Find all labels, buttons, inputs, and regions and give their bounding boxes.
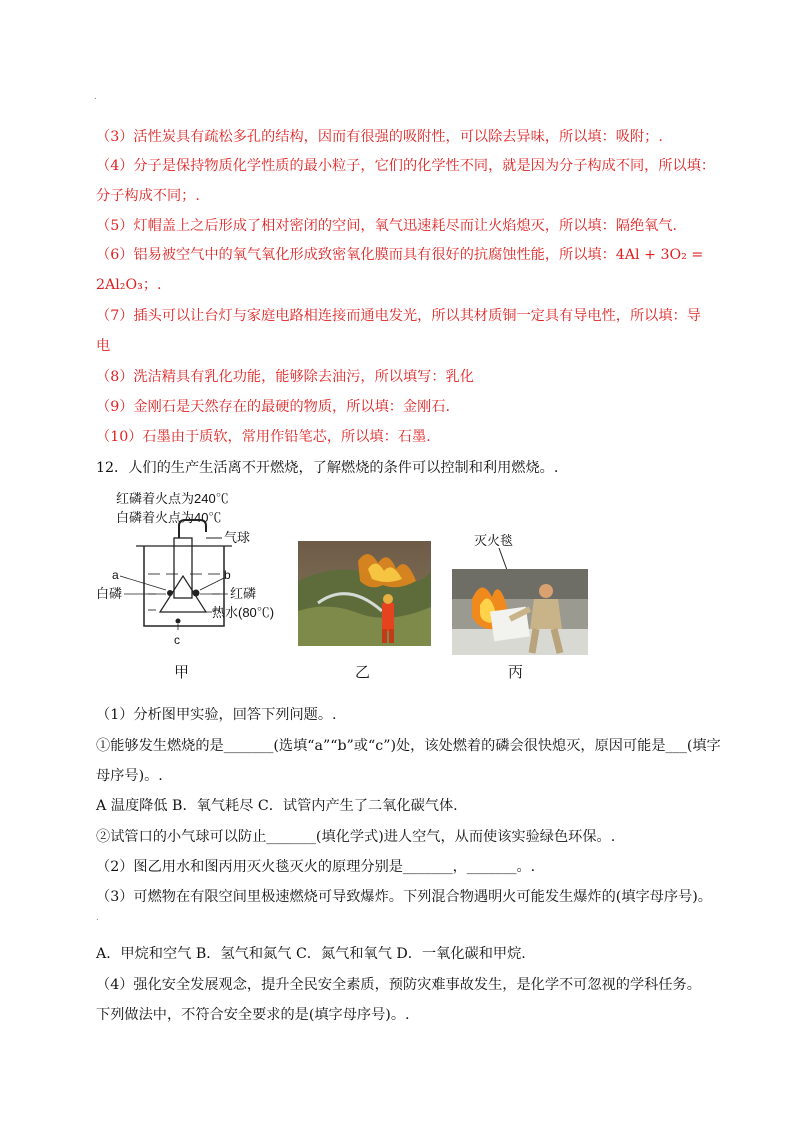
question-line: 母序号)。. [96, 768, 163, 784]
answer-line: 电 [96, 338, 111, 354]
question-line: （2）图乙用水和图丙用灭火毯灭火的原理分别是_______，_______。. [96, 859, 536, 875]
figure-bing-photo [452, 569, 588, 655]
answer-line: （3）活性炭具有疏松多孔的结构，因而有很强的吸附性，可以除去异味，所以填：吸附；. [96, 129, 663, 145]
white-p-ignition-note: 白磷着火点为40℃ [116, 510, 222, 525]
question-intro: 12．人们的生产生活离不开燃烧，了解燃烧的条件可以控制和利用燃烧。. [96, 460, 559, 476]
question-line: 下列做法中，不符合安全要求的是(填字母序号)。. [96, 1007, 410, 1023]
top-mark: . [94, 92, 97, 102]
hot-water-label: 热水(80℃) [212, 605, 275, 620]
answer-line: 2Al₂O₃；. [96, 277, 162, 293]
red-p-dot-b [193, 590, 200, 597]
answer-line: 分子构成不同；. [96, 188, 200, 204]
answer-line: （6）铝易被空气中的氧气氧化形成致密氧化膜而具有很好的抗腐蚀性能，所以填：4Al + 3O₂ = [96, 247, 704, 263]
answer-line: （9）金刚石是天然存在的最硬的物质，所以填：金刚石. [96, 399, 451, 415]
answer-line: （10）石墨由于质软，常用作铅笔芯，所以填：石墨. [96, 429, 431, 445]
label-b: b [224, 568, 231, 582]
question-line: ①能够发生燃烧的是_______(选填“a”“b”或“c”)处，该处燃着的磷会很快熄灭，原因可能是___(填字 [96, 738, 721, 754]
test-tube [174, 538, 192, 598]
fire-blanket-label: 灭火毯 [474, 534, 514, 549]
figure-yi-photo [298, 541, 431, 646]
white-p-dot-c [176, 619, 181, 624]
answer-line: （7）插头可以让台灯与家庭电路相连接而通电发光，所以其材质铜一定具有导电性，所以填：导 [96, 308, 701, 324]
water-surface [148, 574, 220, 610]
red-p-ignition-note: 红磷着火点为240℃ [116, 491, 229, 506]
question-mark: . [96, 913, 99, 923]
question-line: （1）分析图甲实验，回答下列问题。. [96, 707, 337, 723]
caption-yi: 乙 [355, 663, 371, 681]
question-line: （3）可燃物在有限空间里极速燃烧可导致爆炸。下列混合物遇明火可能发生爆炸的(填字母序号)。 [96, 889, 712, 905]
caption-bing: 丙 [508, 663, 524, 681]
figure-jia-diagram [96, 486, 286, 647]
answer-line: （4）分子是保持物质化学性质的最小粒子，它们的化学性不同，就是因为分子构成不同，所以填： [96, 158, 716, 174]
label-a: a [112, 568, 119, 582]
question-options: A．甲烷和空气 B．氢气和氮气 C．氮气和氧气 D．一氧化碳和甲烷. [96, 946, 526, 962]
red-p-label: 红磷 [230, 586, 257, 601]
white-p-label: 白磷 [96, 586, 123, 601]
question-line: ②试管口的小气球可以防止_______(填化学式)进人空气，从而使该实验绿色环保。. [96, 829, 616, 845]
question-line: （4）强化安全发展观念，提升全民安全素质，预防灾难事故发生，是化学不可忽视的学科任务。 [96, 977, 701, 993]
answer-line: （5）灯帽盖上之后形成了相对密闭的空间，氧气迅速耗尽而让火焰熄灭，所以填：隔绝氧气. [96, 218, 678, 234]
white-p-dot-a [167, 590, 173, 596]
balloon-label: 气球 [224, 530, 251, 545]
answer-line: （8）洗洁精具有乳化功能，能够除去油污，所以填写：乳化 [96, 369, 474, 385]
caption-jia: 甲 [174, 663, 190, 681]
question-line: A 温度降低 B．氧气耗尽 C．试管内产生了二氧化碳气体. [96, 798, 458, 814]
label-c: c [174, 633, 180, 647]
